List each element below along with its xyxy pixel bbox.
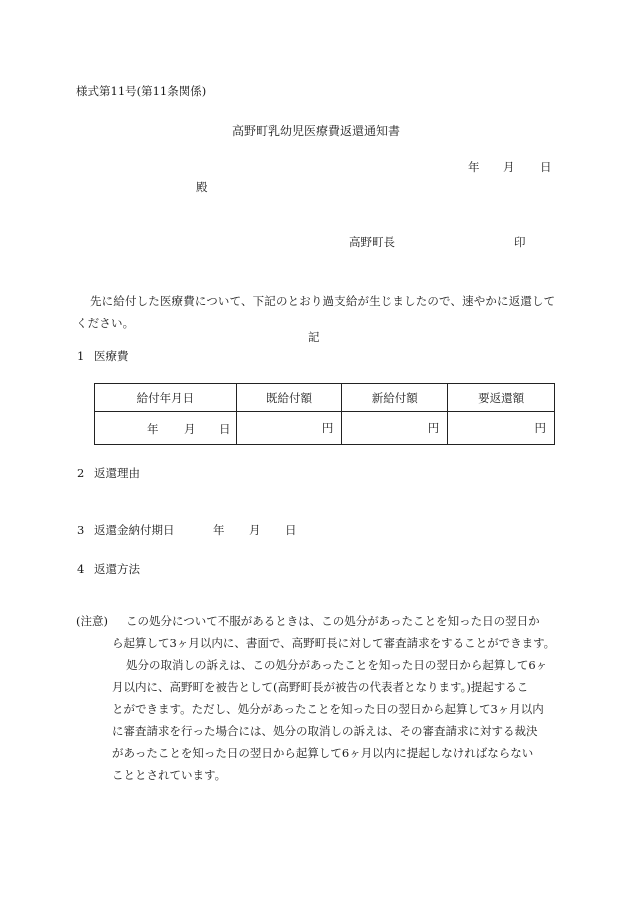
notice-line: に審査請求を行った場合には、処分の取消しの訴えは、その審査請求に対する裁決 [112,724,538,738]
table-row [95,412,555,445]
date-year: 年 [468,160,480,174]
form-number: 様式第11号(第11条関係) [76,84,207,98]
notice-line: とができます。ただし、処分があったことを知った日の翌日から起算して3ヶ月以内 [112,702,544,716]
date-month: 月 [503,160,515,174]
addressee-suffix: 殿 [196,180,208,194]
notice-line: この処分について不服があるときは、この処分があったことを知った日の翌日か [126,614,540,628]
notice-line: があったことを知った日の翌日から起算して6ヶ月以内に提起しなければならない [112,746,534,760]
header-payment-date: 給付年月日 [95,384,237,412]
section-3-number: 3 [77,523,85,537]
section-4-label: 返還方法 [94,562,140,576]
section-4-number: 4 [77,562,85,576]
section-2-number: 2 [77,466,85,480]
header-paid-amount: 既給付額 [236,384,342,412]
section-3-label: 返還金納付期日 [94,523,175,537]
date-day: 日 [540,160,552,174]
notice-line: 処分の取消しの訴えは、この処分があったことを知った日の翌日から起算して6ヶ [126,658,548,672]
table-header-row [95,384,555,412]
section-3-day: 日 [285,523,297,537]
cell-month: 月 [184,422,196,436]
issuer-seal: 印 [514,235,526,249]
cell-year: 年 [147,422,159,436]
section-3-month: 月 [249,523,261,537]
notice-label: (注意) [76,614,108,628]
cell-new-amount: 円 [342,412,448,445]
cell-day: 日 [219,422,231,436]
document-title: 高野町乳幼児医療費返還通知書 [232,124,401,138]
section-2-label: 返還理由 [94,466,140,480]
cell-paid-amount: 円 [236,412,342,445]
notice-line: ら起算して3ヶ月以内に、書面で、高野町長に対して審査請求をすることができます。 [112,636,556,650]
header-refund-amount: 要返還額 [448,384,555,412]
medical-fee-table [94,383,555,445]
notice-line: こととされています。 [112,768,227,782]
body-text: 先に給付した医療費について、下記のとおり過支給が生じましたので、速やかに返還してください。 [76,294,556,330]
notice-line: 月以内に、高野町を被告として(高野町長が被告の代表者となります。)提起するこ [112,680,529,694]
cell-payment-date [95,412,237,445]
section-3-year: 年 [213,523,225,537]
cell-refund-amount: 円 [448,412,555,445]
section-1-label: 医療費 [94,349,129,363]
issuer-name: 高野町長 [349,235,395,249]
section-1-number: 1 [77,349,85,363]
header-new-amount: 新給付額 [342,384,448,412]
ki-label: 記 [308,330,320,344]
